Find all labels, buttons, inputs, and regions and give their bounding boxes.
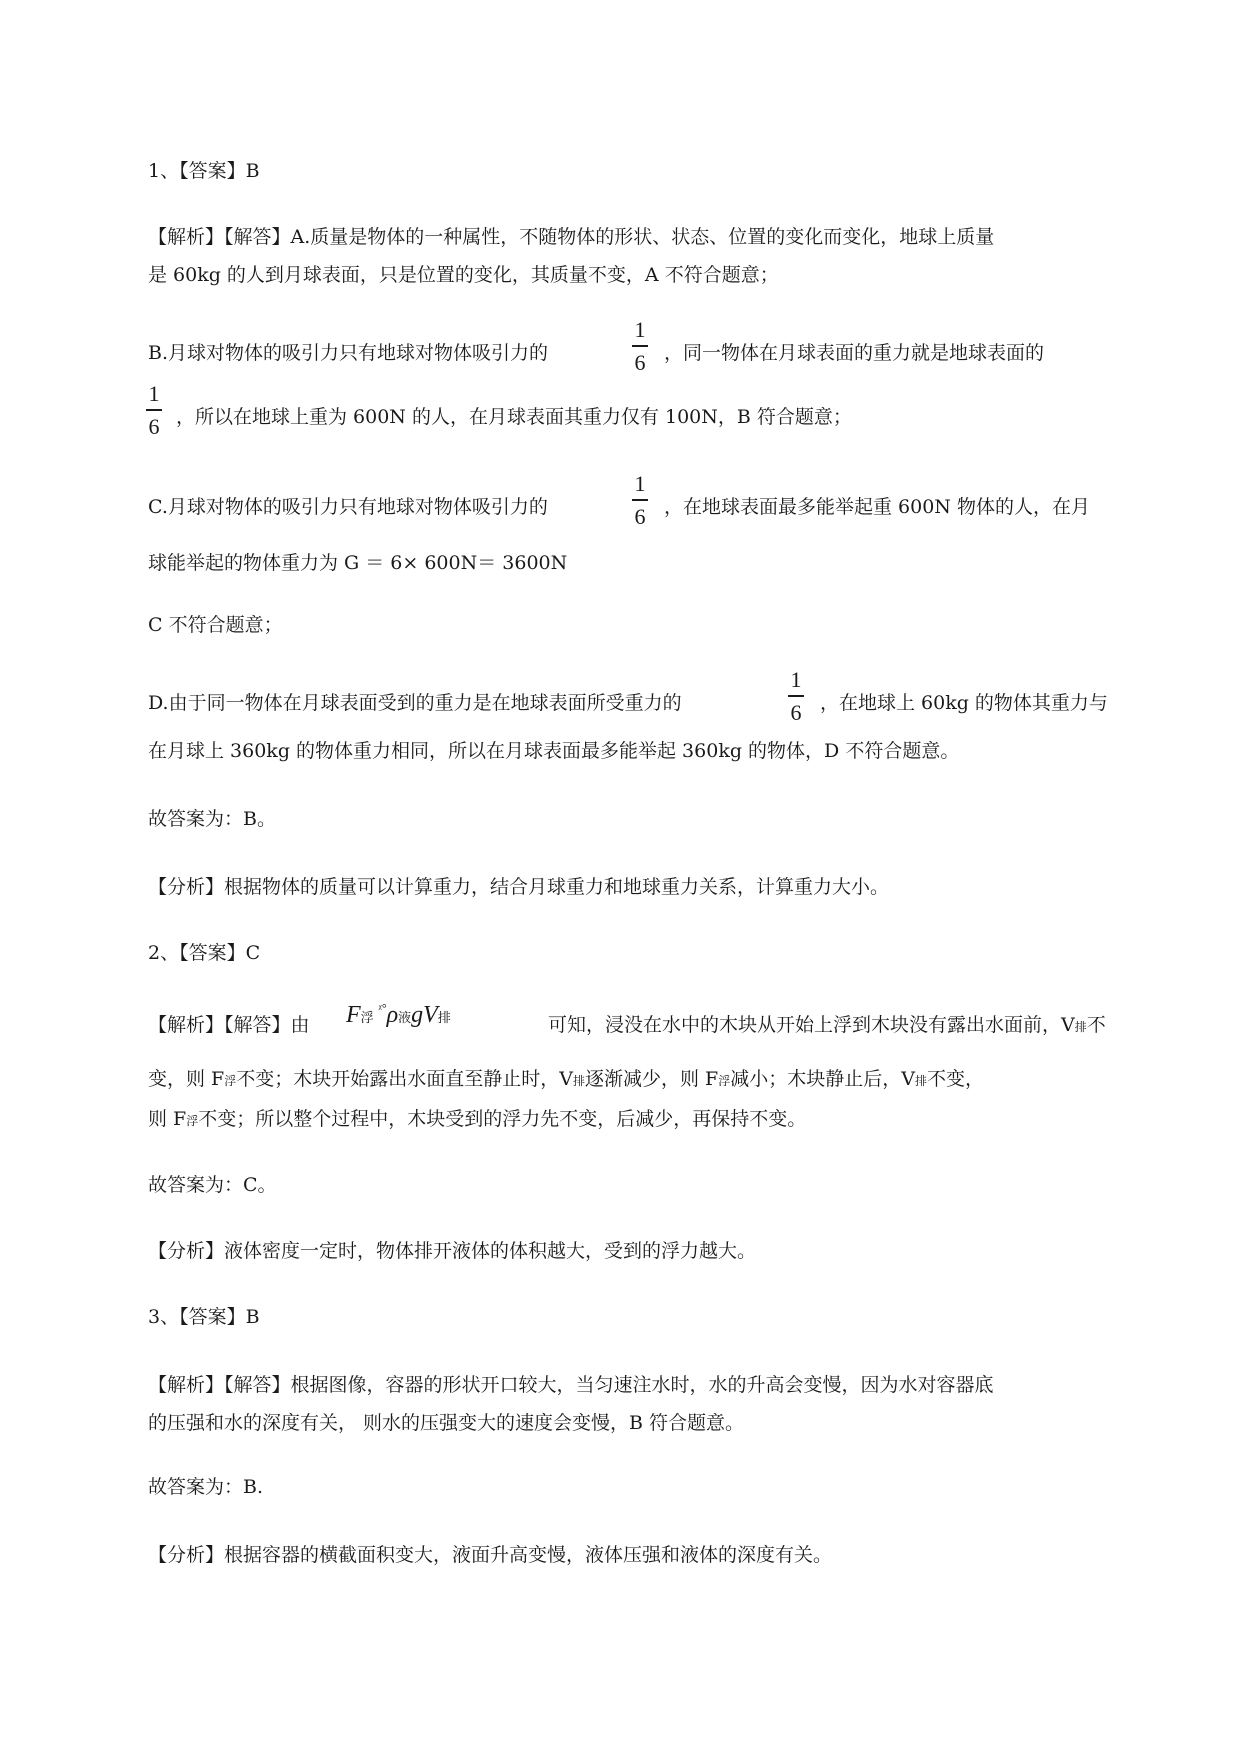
- formula-rho-sub: 液: [398, 1010, 412, 1025]
- q1-d-line2: 在月球上 360kg 的物体重力相同，所以在月球表面最多能举起 360kg 的物体，D 不符合题意。: [148, 740, 960, 762]
- q1-c-line2: 球能举起的物体重力为 G ＝ 6× 600N＝ 3600N: [148, 552, 568, 574]
- q1-b-line1: B.月球对物体的吸引力只有地球对物体吸引力的: [148, 342, 549, 364]
- q1-answer: 1、【答案】B: [148, 160, 260, 182]
- q2-line2-b: 不变；木块开始露出水面直至静止时，V: [236, 1068, 573, 1090]
- q1-analysis: 【分析】根据物体的质量可以计算重力，结合月球重力和地球重力关系，计算重力大小。: [148, 876, 890, 898]
- q2-line2: [148, 1066, 984, 1094]
- fraction-bar: [632, 345, 648, 347]
- q2-line1-head: 【解析】【解答】由: [148, 1014, 310, 1036]
- formula-symbol: ᵡ°: [378, 1001, 387, 1015]
- formula-F-sub: 浮: [360, 1010, 374, 1025]
- q2-line2-a: 变，则 F: [148, 1068, 225, 1090]
- q2-line1-end: 不: [1086, 1014, 1106, 1036]
- q2-line2-sub4: 排: [914, 1074, 927, 1088]
- q2-line2-sub2: 排: [572, 1074, 585, 1088]
- q2-conclusion: 故答案为：C。: [148, 1174, 277, 1196]
- q2-line1: [548, 1012, 1106, 1040]
- q1-conclusion: 故答案为：B。: [148, 808, 276, 830]
- fraction-bar: [788, 695, 804, 697]
- fraction-numerator: 1: [634, 317, 646, 342]
- q2-line2-c: 逐渐减少，则 F: [585, 1068, 719, 1090]
- q1-analysis-a-line1: 【解析】【解答】A.质量是物体的一种属性，不随物体的形状、状态、位置的变化而变化，地球上质量: [148, 226, 995, 248]
- formula-F: F: [346, 1002, 361, 1028]
- q1-b-line1-tail: ，同一物体在月球表面的重力就是地球表面的: [664, 342, 1045, 364]
- q1-c-line1-tail: ，在地球表面最多能举起重 600N 物体的人，在月: [664, 496, 1090, 518]
- q1-b-line2: ，所以在地球上重为 600N 的人，在月球表面其重力仅有 100N，B 符合题意；: [176, 406, 852, 428]
- q1-c-line3: C 不符合题意；: [148, 614, 283, 636]
- fraction-one-sixth: [632, 318, 648, 375]
- formula-g: g: [411, 1002, 424, 1028]
- q3-line1: 【解析】【解答】根据图像，容器的形状开口较大，当匀速注水时，水的升高会变慢，因为水对容器底: [148, 1374, 994, 1396]
- buoyancy-formula: [346, 1002, 451, 1029]
- q2-answer: 2、【答案】C: [148, 942, 261, 964]
- fraction-numerator: 1: [634, 471, 646, 496]
- fraction-denominator: 6: [790, 699, 802, 725]
- q2-line2-d: 减小；木块静止后，V: [730, 1068, 915, 1090]
- q2-line1-sub: 排: [1074, 1020, 1087, 1034]
- fraction-denominator: 6: [148, 413, 160, 439]
- q3-analysis: 【分析】根据容器的横截面积变大，液面升高变慢，液体压强和液体的深度有关。: [148, 1544, 833, 1566]
- q2-line3: [148, 1106, 806, 1134]
- fraction-one-sixth: [146, 382, 162, 439]
- q2-line1-tail: 可知，浸没在水中的木块从开始上浮到木块没有露出水面前，V: [548, 1014, 1075, 1036]
- formula-V-sub: 排: [437, 1010, 451, 1025]
- fraction-denominator: 6: [634, 349, 646, 375]
- q1-d-line1-tail: ，在地球上 60kg 的物体其重力与: [820, 692, 1108, 714]
- q1-d-line1: D.由于同一物体在月球表面受到的重力是在地球表面所受重力的: [148, 692, 682, 714]
- q3-line2: 的压强和水的深度有关， 则水的压强变大的速度会变慢，B 符合题意。: [148, 1412, 745, 1434]
- q3-answer: 3、【答案】B: [148, 1306, 260, 1328]
- formula-rho: ρ: [386, 1002, 399, 1028]
- q2-line3-sub: 浮: [186, 1114, 199, 1128]
- q2-line3-b: 不变；所以整个过程中，木块受到的浮力先不变，后减少，再保持不变。: [198, 1108, 807, 1130]
- fraction-bar: [146, 409, 162, 411]
- q2-line2-sub1: 浮: [224, 1074, 237, 1088]
- q2-line3-a: 则 F: [148, 1108, 187, 1130]
- q1-c-line1: C.月球对物体的吸引力只有地球对物体吸引力的: [148, 496, 548, 518]
- fraction-numerator: 1: [790, 667, 802, 692]
- q3-conclusion: 故答案为：B.: [148, 1476, 264, 1498]
- fraction-one-sixth: [632, 472, 648, 529]
- q2-analysis: 【分析】液体密度一定时，物体排开液体的体积越大，受到的浮力越大。: [148, 1240, 757, 1262]
- q2-line2-sub3: 浮: [718, 1074, 731, 1088]
- q1-analysis-a-line2: 是 60kg 的人到月球表面，只是位置的变化，其质量不变，A 不符合题意；: [148, 264, 779, 286]
- fraction-denominator: 6: [634, 503, 646, 529]
- fraction-one-sixth: [788, 668, 804, 725]
- formula-V: V: [423, 1002, 438, 1028]
- fraction-bar: [632, 499, 648, 501]
- fraction-numerator: 1: [148, 381, 160, 406]
- q2-line2-e: 不变，: [927, 1068, 985, 1090]
